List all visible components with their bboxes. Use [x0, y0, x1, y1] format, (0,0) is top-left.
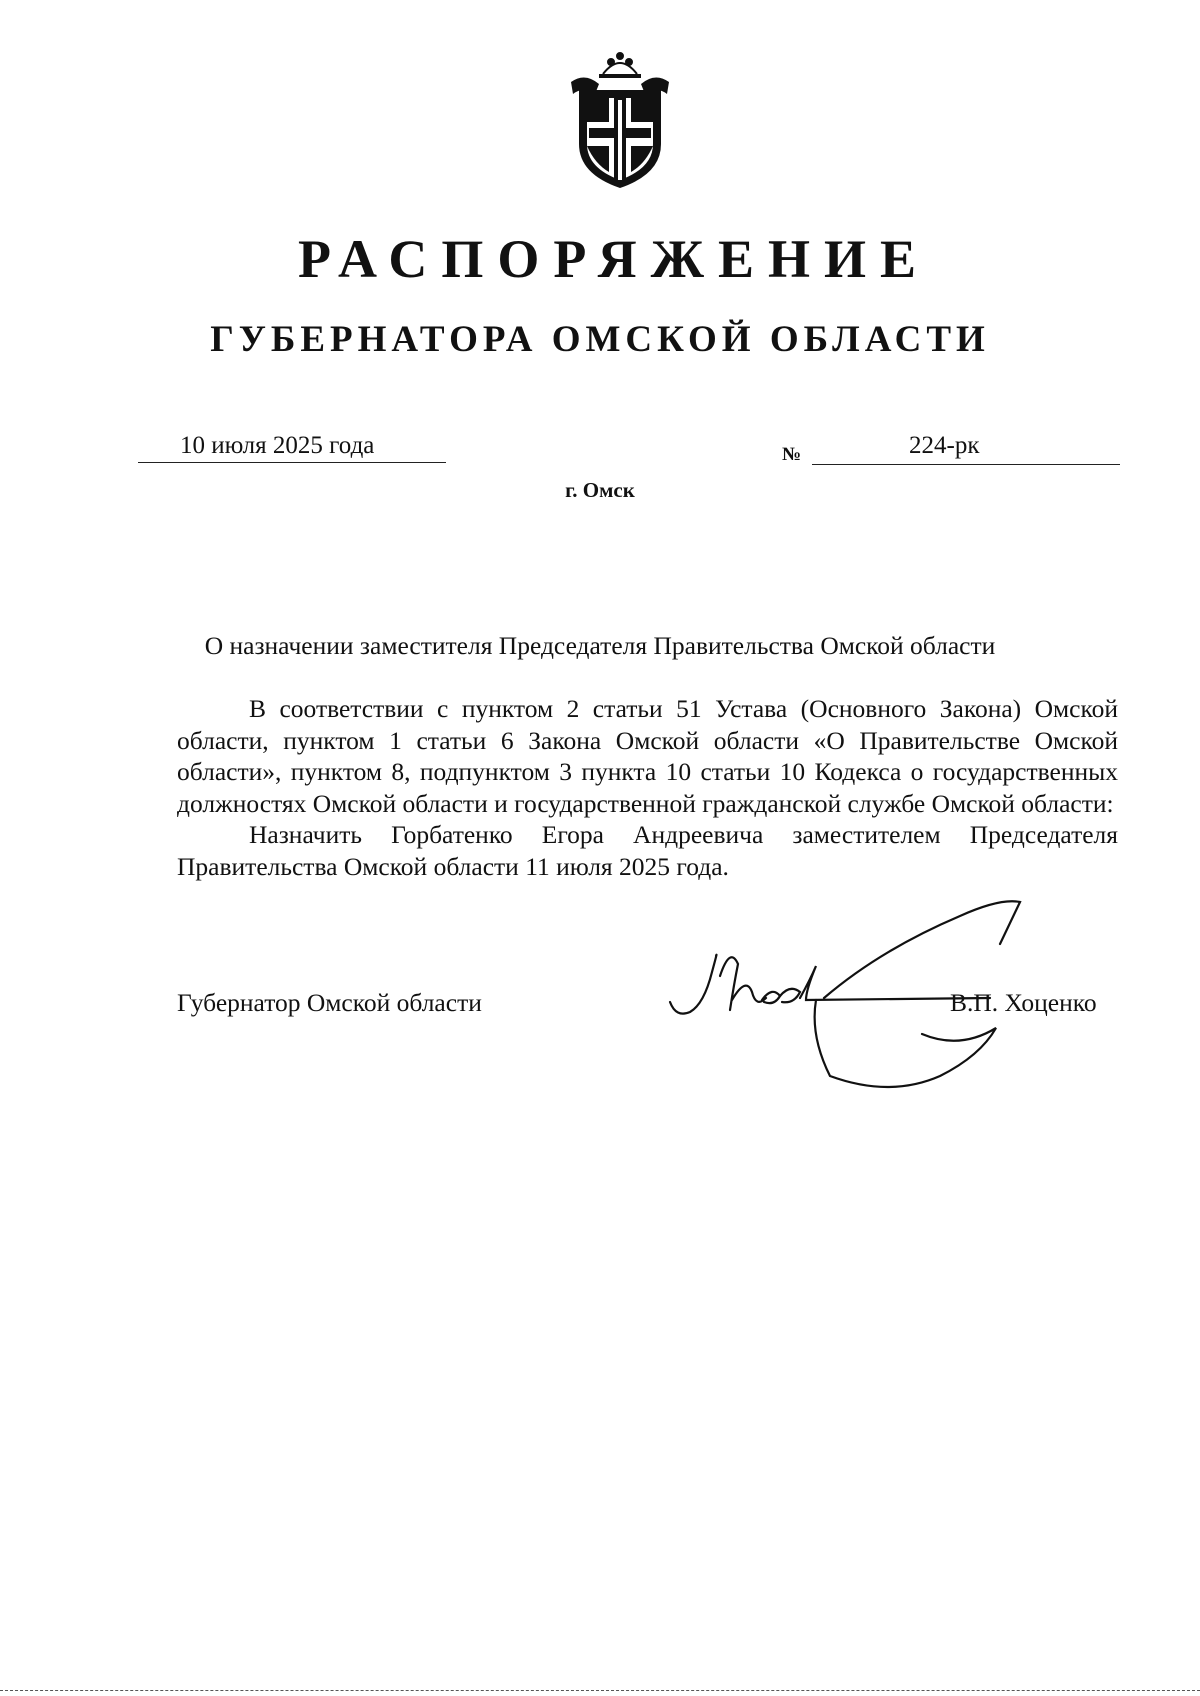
- number-sign: №: [782, 444, 802, 465]
- body-paragraph: В соответствии с пунктом 2 статьи 51 Устава (Основного Закона) Омской области, пунктом 1 статьи 6 Закона Омской области «О Правительстве Омской области», пунктом 8, подпунктом 3 пункта 10 статьи 10 Кодекса о государственных должностях Омской области и государственной гражданской службе Омской области:: [177, 694, 1118, 818]
- document-title: РАСПОРЯЖЕНИЕ: [297, 229, 931, 289]
- page-bottom-rule: [0, 1690, 1200, 1691]
- signature-image: [660, 880, 1080, 1110]
- document-subtitle: ГУБЕРНАТОРА ОМСКОЙ ОБЛАСТИ: [210, 319, 990, 360]
- body-paragraph: Назначить Горбатенко Егора Андреевича заместителем Председателя Правительства Омской области 11 июля 2025 года.: [177, 820, 1118, 881]
- document-subject: О назначении заместителя Председателя Правительства Омской области: [204, 631, 996, 660]
- signer-name: В.П. Хоценко: [950, 988, 1097, 1017]
- coat-of-arms-icon: [565, 44, 675, 190]
- signer-position: Губернатор Омской области: [177, 988, 482, 1017]
- document-city: г. Омск: [565, 478, 635, 502]
- document-number: 224-рк: [909, 432, 980, 459]
- document-date: 10 июля 2025 года: [180, 432, 375, 459]
- document-body: [177, 693, 1118, 882]
